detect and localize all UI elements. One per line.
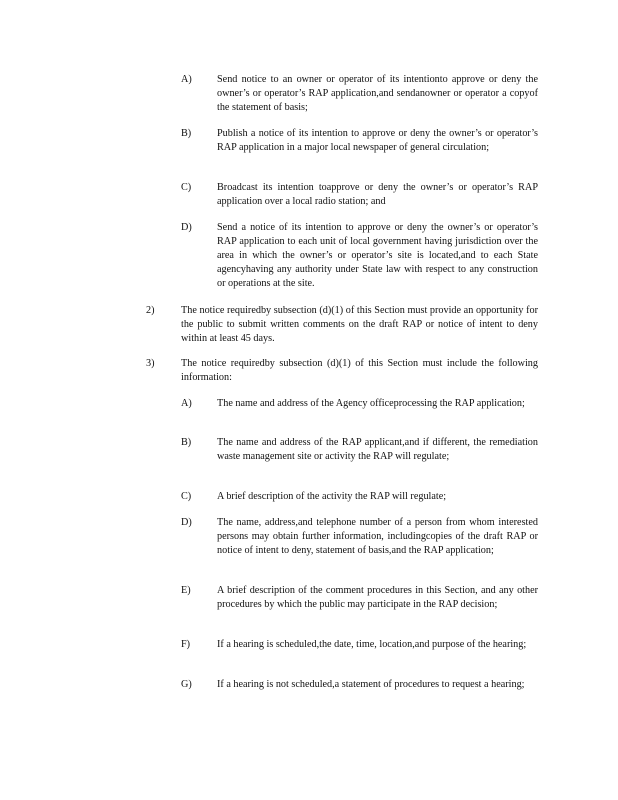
item-text: The name and address of the RAP applicant,and if different, the remediation waste management site or activity the RAP will regulate; — [217, 437, 538, 462]
item-text: The notice requiredby subsection (d)(1) of this Section must include the following information: — [181, 358, 538, 383]
item-label: B) — [181, 437, 192, 448]
item-text: The notice requiredby subsection (d)(1) of this Section must provide an opportunity for the public to submit written comments on the draft RAP or notice of intent to deny within at least 45 days. — [181, 305, 538, 344]
item-label: E) — [181, 585, 191, 596]
item-text: If a hearing is not scheduled,a statement of procedures to request a hearing; — [217, 679, 525, 690]
item-label: A) — [181, 74, 192, 85]
item-text: If a hearing is scheduled,the date, time, location,and purpose of the hearing; — [217, 639, 527, 650]
item-label: A) — [181, 398, 192, 409]
item-text: Send a notice of its intention to approve or deny the owner’s or operator’s RAP application to each unit of local government having jurisdiction over the area in which the owner’s or operator’s site is located,and to each State agencyhaving any authority under State law with respect to any construction or operations at the site. — [217, 222, 538, 289]
item-text: A brief description of the activity the RAP will regulate; — [217, 491, 447, 502]
item-label: B) — [181, 128, 192, 139]
item-text: The name and address of the Agency officeprocessing the RAP application; — [217, 398, 525, 409]
item-text: The name, address,and telephone number of a person from whom interested persons may obtain further information, includingcopies of the draft RAP or notice of intent to deny, statement of basis,and the RAP application; — [217, 517, 538, 556]
item-text: Publish a notice of its intention to approve or deny the owner’s or operator’s RAP application in a major local newspaper of general circulation; — [217, 128, 538, 153]
item-number: 2) — [146, 305, 155, 316]
item-label: C) — [181, 182, 192, 193]
item-label: F) — [181, 639, 191, 650]
item-number: 3) — [146, 358, 155, 369]
item-label: D) — [181, 517, 192, 528]
item-text: A brief description of the comment procedures in this Section, and any other procedures by which the public may participate in the RAP decision; — [217, 585, 538, 610]
item-text: Broadcast its intention toapprove or deny the owner’s or operator’s RAP application over a local radio station; and — [217, 182, 538, 207]
item-label: G) — [181, 679, 192, 690]
item-label: C) — [181, 491, 192, 502]
item-text: Send notice to an owner or operator of its intentionto approve or deny the owner’s or operator’s RAP application,and sendanowner or operator a copyof the statement of basis; — [217, 74, 538, 113]
item-label: D) — [181, 222, 192, 233]
